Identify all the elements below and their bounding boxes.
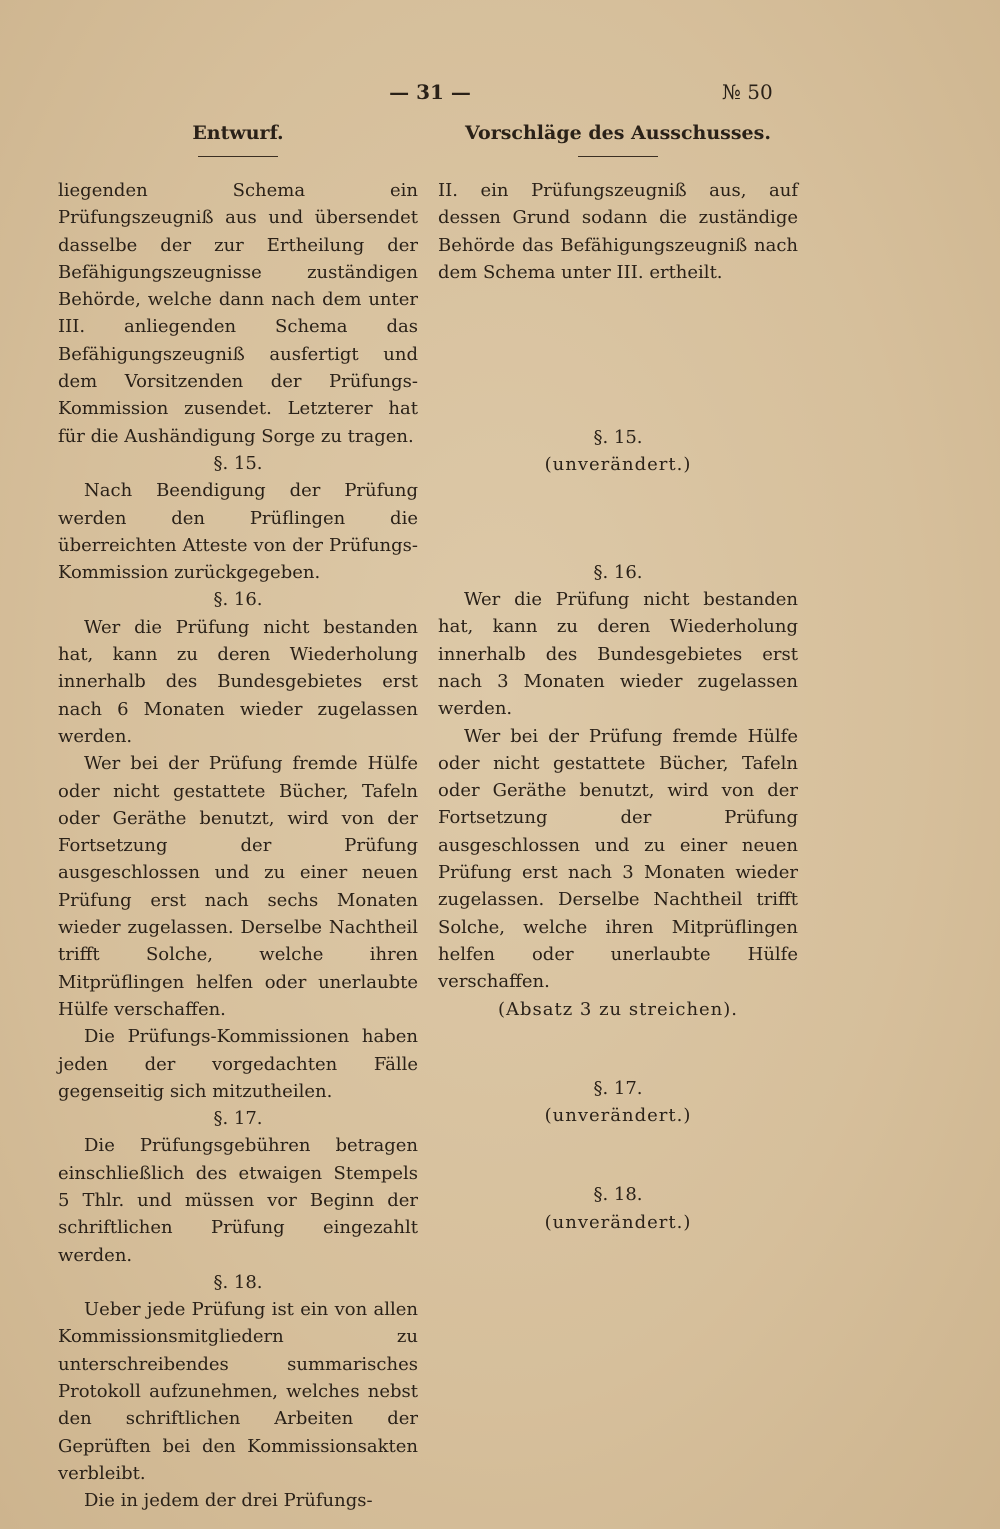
- paragraph-14-continued: liegenden Schema ein Prüfungszeugniß aus und übersendet dasselbe der zur Ertheilung der Befähigungszeugnisse zuständigen Behörde, welche dann nach dem unter III. anliegenden Schema das Befähigungszeugniß ausfertigt und dem Vorsitzenden der Prüfungs-Kommission zusendet. Letzterer hat für die Aushändigung Sorge zu tragen.: [58, 180, 418, 447]
- draft-column-title: Entwurf.: [192, 122, 284, 144]
- committee-column-title: Vorschläge des Ausschusses.: [465, 122, 771, 144]
- section-18-heading: §. 18.: [593, 1184, 643, 1206]
- paragraph-16-2: Wer bei der Prüfung fremde Hülfe oder nicht gestattete Bücher, Tafeln oder Geräthe benutzt, wird von der Fortsetzung der Prüfung ausgeschlossen und zu einer neuen Prüfung erst nach sechs Monaten wieder zugelassen. Derselbe Nachtheil trifft Solche, welche ihren Mitprüflingen helfen oder unerlaubte Hülfe verschaffen.: [58, 753, 418, 1020]
- section-15-note: (unverändert.): [544, 454, 692, 476]
- draft-column: [58, 118, 418, 1515]
- title-divider: [578, 156, 658, 157]
- page-header: [0, 80, 1000, 110]
- paragraph-18-2: Die in jedem der drei Prüfungs-: [84, 1490, 373, 1512]
- paragraph-16-3: Die Prüfungs-Kommissionen haben jeden der vorgedachten Fälle gegenseitig sich mitzutheilen.: [58, 1026, 418, 1102]
- section-16-heading: §. 16.: [593, 561, 643, 583]
- paragraph-16-1: Wer die Prüfung nicht bestanden hat, kann zu deren Wiederholung innerhalb des Bundesgebietes erst nach 3 Monaten wieder zugelassen werden.: [438, 589, 798, 720]
- document-number: № 50: [722, 80, 773, 104]
- paragraph-15: Nach Beendigung der Prüfung werden den Prüflingen die überreichten Atteste von der Prüfungs-Kommission zurückgegeben.: [58, 480, 418, 584]
- section-17-heading: §. 17.: [213, 1108, 263, 1130]
- section-17-note: (unverändert.): [544, 1105, 692, 1127]
- committee-proposals-column: [438, 118, 798, 1236]
- page-number: — 31 —: [389, 80, 471, 104]
- section-16-heading: §. 16.: [213, 589, 263, 611]
- section-18-heading: §. 18.: [213, 1271, 263, 1293]
- section-15-heading: §. 15.: [213, 452, 263, 474]
- section-15-heading: §. 15.: [593, 427, 643, 449]
- section-17-heading: §. 17.: [593, 1077, 643, 1099]
- paragraph-16-3-note: (Absatz 3 zu streichen).: [497, 998, 739, 1020]
- paragraph-16-2: Wer bei der Prüfung fremde Hülfe oder nicht gestattete Bücher, Tafeln oder Geräthe benutzt, wird von der Fortsetzung der Prüfung ausgeschlossen und zu einer neuen Prüfung erst nach 3 Monaten wieder zugelassen. Derselbe Nachtheil trifft Solche, welche ihren Mitprüflingen helfen oder unerlaubte Hülfe verschaffen.: [438, 725, 798, 993]
- title-divider: [198, 156, 278, 157]
- paragraph-14-continued: II. ein Prüfungszeugniß aus, auf dessen Grund sodann die zuständige Behörde das Befähigungszeugniß nach dem Schema unter III. ertheilt.: [438, 180, 798, 283]
- paragraph-18-1: Ueber jede Prüfung ist ein von allen Kommissionsmitgliedern zu unterschreibendes summarisches Protokoll aufzunehmen, welches nebst den schriftlichen Arbeiten der Geprüften bei den Kommissionsakten verbleibt.: [58, 1299, 418, 1484]
- paragraph-16-1: Wer die Prüfung nicht bestanden hat, kann zu deren Wiederholung innerhalb des Bundesgebietes erst nach 6 Monaten wieder zugelassen werden.: [58, 616, 418, 747]
- section-18-note: (unverändert.): [544, 1211, 692, 1233]
- paragraph-17: Die Prüfungsgebühren betragen einschließlich des etwaigen Stempels 5 Thlr. und müssen vor Beginn der schriftlichen Prüfung eingezahlt werden.: [58, 1135, 418, 1266]
